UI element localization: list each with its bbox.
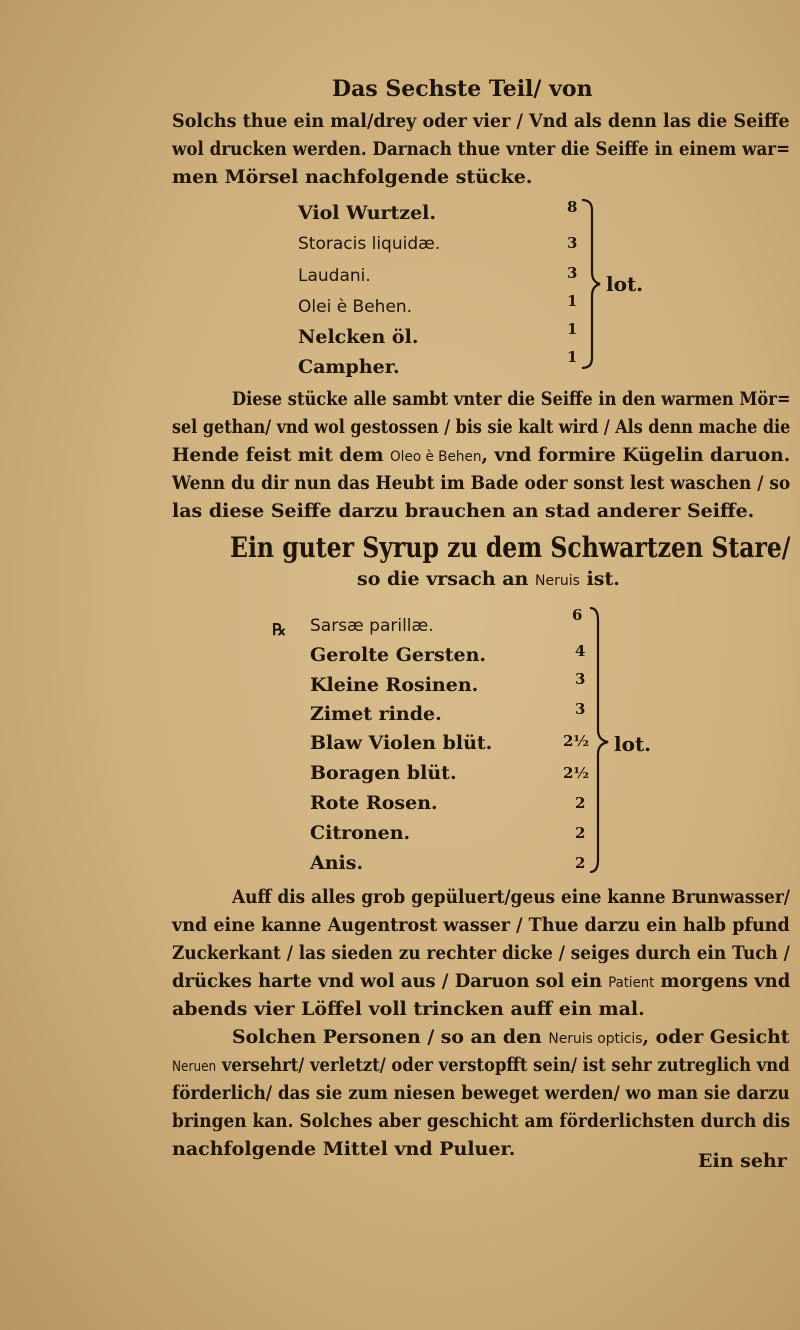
recipe-symbol: ℞ [272, 620, 287, 639]
text-line [172, 972, 790, 991]
text-span: drückes harte vnd wol aus / Daruon sol ein [172, 970, 602, 992]
ingredient-quantity: 2 [575, 854, 586, 872]
text-line: nachfolgende Mittel vnd Puluer. [172, 1138, 516, 1160]
text-span: so die vrsach an [357, 568, 529, 590]
running-header: Das Sechste Teil/ von [332, 76, 593, 102]
section-title: Ein guter Syrup zu dem Schwartzen Stare/ [230, 531, 791, 564]
ingredient-quantity: 3 [567, 234, 578, 252]
brace-icon [578, 198, 602, 370]
ingredient-quantity: 2½ [563, 732, 590, 750]
ingredient-quantity: 1 [567, 348, 578, 366]
ingredient-name: Citronen. [310, 822, 411, 844]
text-line: Wenn du dir nun das Heubt im Bade oder sonst lest waschen / so [172, 472, 791, 494]
ingredient-name: Boragen blüt. [310, 762, 457, 784]
text-span: versehrt/ verletzt/ oder verstopfft sein/ ist sehr zutreglich vnd [221, 1054, 790, 1076]
text-line: abends vier Löffel voll trincken auff ein mal. [172, 998, 645, 1020]
section-subtitle [357, 570, 620, 589]
ingredient-quantity: 2 [575, 794, 586, 812]
text-line: wol drucken werden. Darnach thue vnter die Seiffe in einem war= [172, 138, 791, 160]
ingredient-name: Gerolte Gersten. [310, 644, 487, 666]
ingredient-quantity: 2½ [563, 764, 590, 782]
brace-icon [586, 606, 610, 874]
text-span: ist. [586, 568, 620, 590]
ingredient-quantity: 1 [567, 292, 578, 310]
ingredient-quantity: 2 [575, 824, 586, 842]
ingredient-name: Rote Rosen. [310, 792, 438, 814]
catchword: Ein sehr [698, 1150, 787, 1172]
ingredient-name: Olei è Behen. [298, 297, 413, 317]
text-span: morgens vnd [660, 970, 791, 992]
ingredient-quantity: 8 [567, 198, 578, 216]
latin-term: Patient [608, 975, 655, 991]
text-line: vnd eine kanne Augentrost wasser / Thue darzu ein halb pfund [172, 914, 790, 936]
text-line: Solchs thue ein mal/drey oder vier / Vnd als denn las die Seiffe [172, 110, 790, 132]
ingredient-name: Campher. [298, 356, 400, 378]
text-line [232, 1028, 789, 1047]
latin-term: Oleo è Behen [389, 449, 482, 465]
ingredient-quantity: 3 [575, 670, 586, 688]
text-line: förderlich/ das sie zum niesen beweget werden/ wo man sie darzu [172, 1082, 790, 1104]
unit-label: lot. [606, 272, 644, 296]
latin-term: Neruen [172, 1059, 217, 1075]
text-line [172, 1056, 790, 1075]
ingredient-quantity: 1 [567, 320, 578, 338]
ingredient-name: Sarsæ parillæ. [310, 616, 434, 636]
ingredient-name: Anis. [310, 852, 364, 874]
text-span: Hende feist mit dem [172, 444, 384, 466]
text-line: men Mörsel nachfolgende stücke. [172, 166, 533, 188]
text-line: bringen kan. Solches aber geschicht am förderlichsten durch dis [172, 1110, 791, 1132]
ingredient-name: Laudani. [298, 266, 371, 286]
ingredient-name: Nelcken öl. [298, 326, 419, 348]
latin-term: Neruis [535, 573, 580, 589]
ingredient-quantity: 6 [572, 606, 583, 624]
unit-label: lot. [614, 732, 652, 756]
latin-term: Neruis opticis [548, 1031, 643, 1047]
ingredient-name: Storacis liquidæ. [298, 234, 441, 254]
text-line [172, 446, 790, 465]
ingredient-quantity: 3 [575, 700, 586, 718]
text-line: las diese Seiffe darzu brauchen an stad anderer Seiffe. [172, 500, 755, 522]
ingredient-quantity: 4 [575, 642, 586, 660]
text-line: Zuckerkant / las sieden zu rechter dicke / seiges durch ein Tuch / [172, 942, 790, 964]
ingredient-quantity: 3 [567, 264, 578, 282]
ingredient-name: Zimet rinde. [310, 703, 442, 725]
ingredient-name: Kleine Rosinen. [310, 674, 479, 696]
text-line: Diese stücke alle sambt vnter die Seiffe in den warmen Mör= [232, 388, 791, 410]
ingredient-name: Blaw Violen blüt. [310, 732, 493, 754]
text-line: Auff dis alles grob gepüluert/geus eine kanne Brunwasser/ [232, 886, 790, 908]
text-span: , oder Gesicht [642, 1026, 790, 1048]
text-line: sel gethan/ vnd wol gestossen / bis sie kalt wird / Als denn mache die [172, 416, 791, 438]
ingredient-name: Viol Wurtzel. [298, 202, 437, 224]
text-span: , vnd formire Kügelin daruon. [481, 444, 791, 466]
text-span: Solchen Personen / so an den [232, 1026, 542, 1048]
